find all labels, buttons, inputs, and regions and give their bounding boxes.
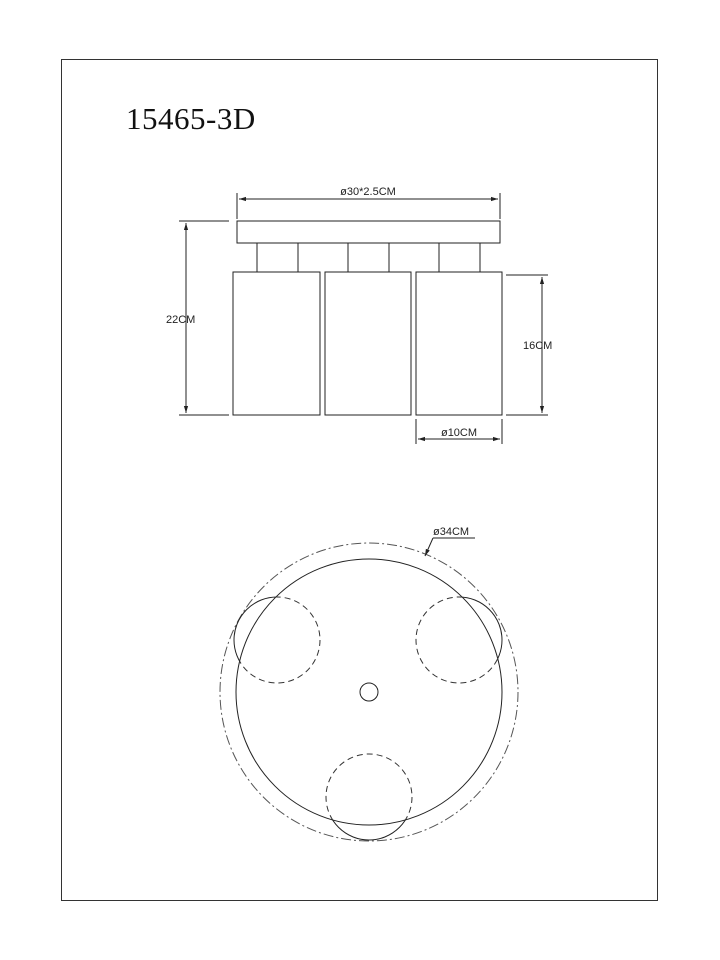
neck-middle [348, 243, 389, 272]
shade-left [233, 272, 320, 415]
plan-view [220, 538, 518, 841]
base-plate-circle [236, 559, 502, 825]
plate-dimension-label: ø30*2.5CM [340, 186, 396, 198]
model-number-title: 15465-3D [126, 101, 256, 136]
overall-footprint-circle [220, 543, 518, 841]
total-height-label: 22CM [166, 314, 196, 326]
shade-outline-bottom [326, 754, 412, 840]
overall-diameter-leader [425, 538, 475, 556]
neck-right [439, 243, 480, 272]
shade-right [416, 272, 502, 415]
side-elevation [233, 221, 502, 415]
shade-diameter-label: ø10CM [440, 427, 478, 439]
shade-middle [325, 272, 411, 415]
neck-left [257, 243, 298, 272]
ceiling-plate [237, 221, 500, 243]
overall-diameter-label: ø34CM [433, 526, 470, 538]
shade-height-label: 16CM [523, 340, 553, 352]
shade-outline-upper-right [416, 597, 502, 683]
center-mount-hole [360, 683, 378, 701]
